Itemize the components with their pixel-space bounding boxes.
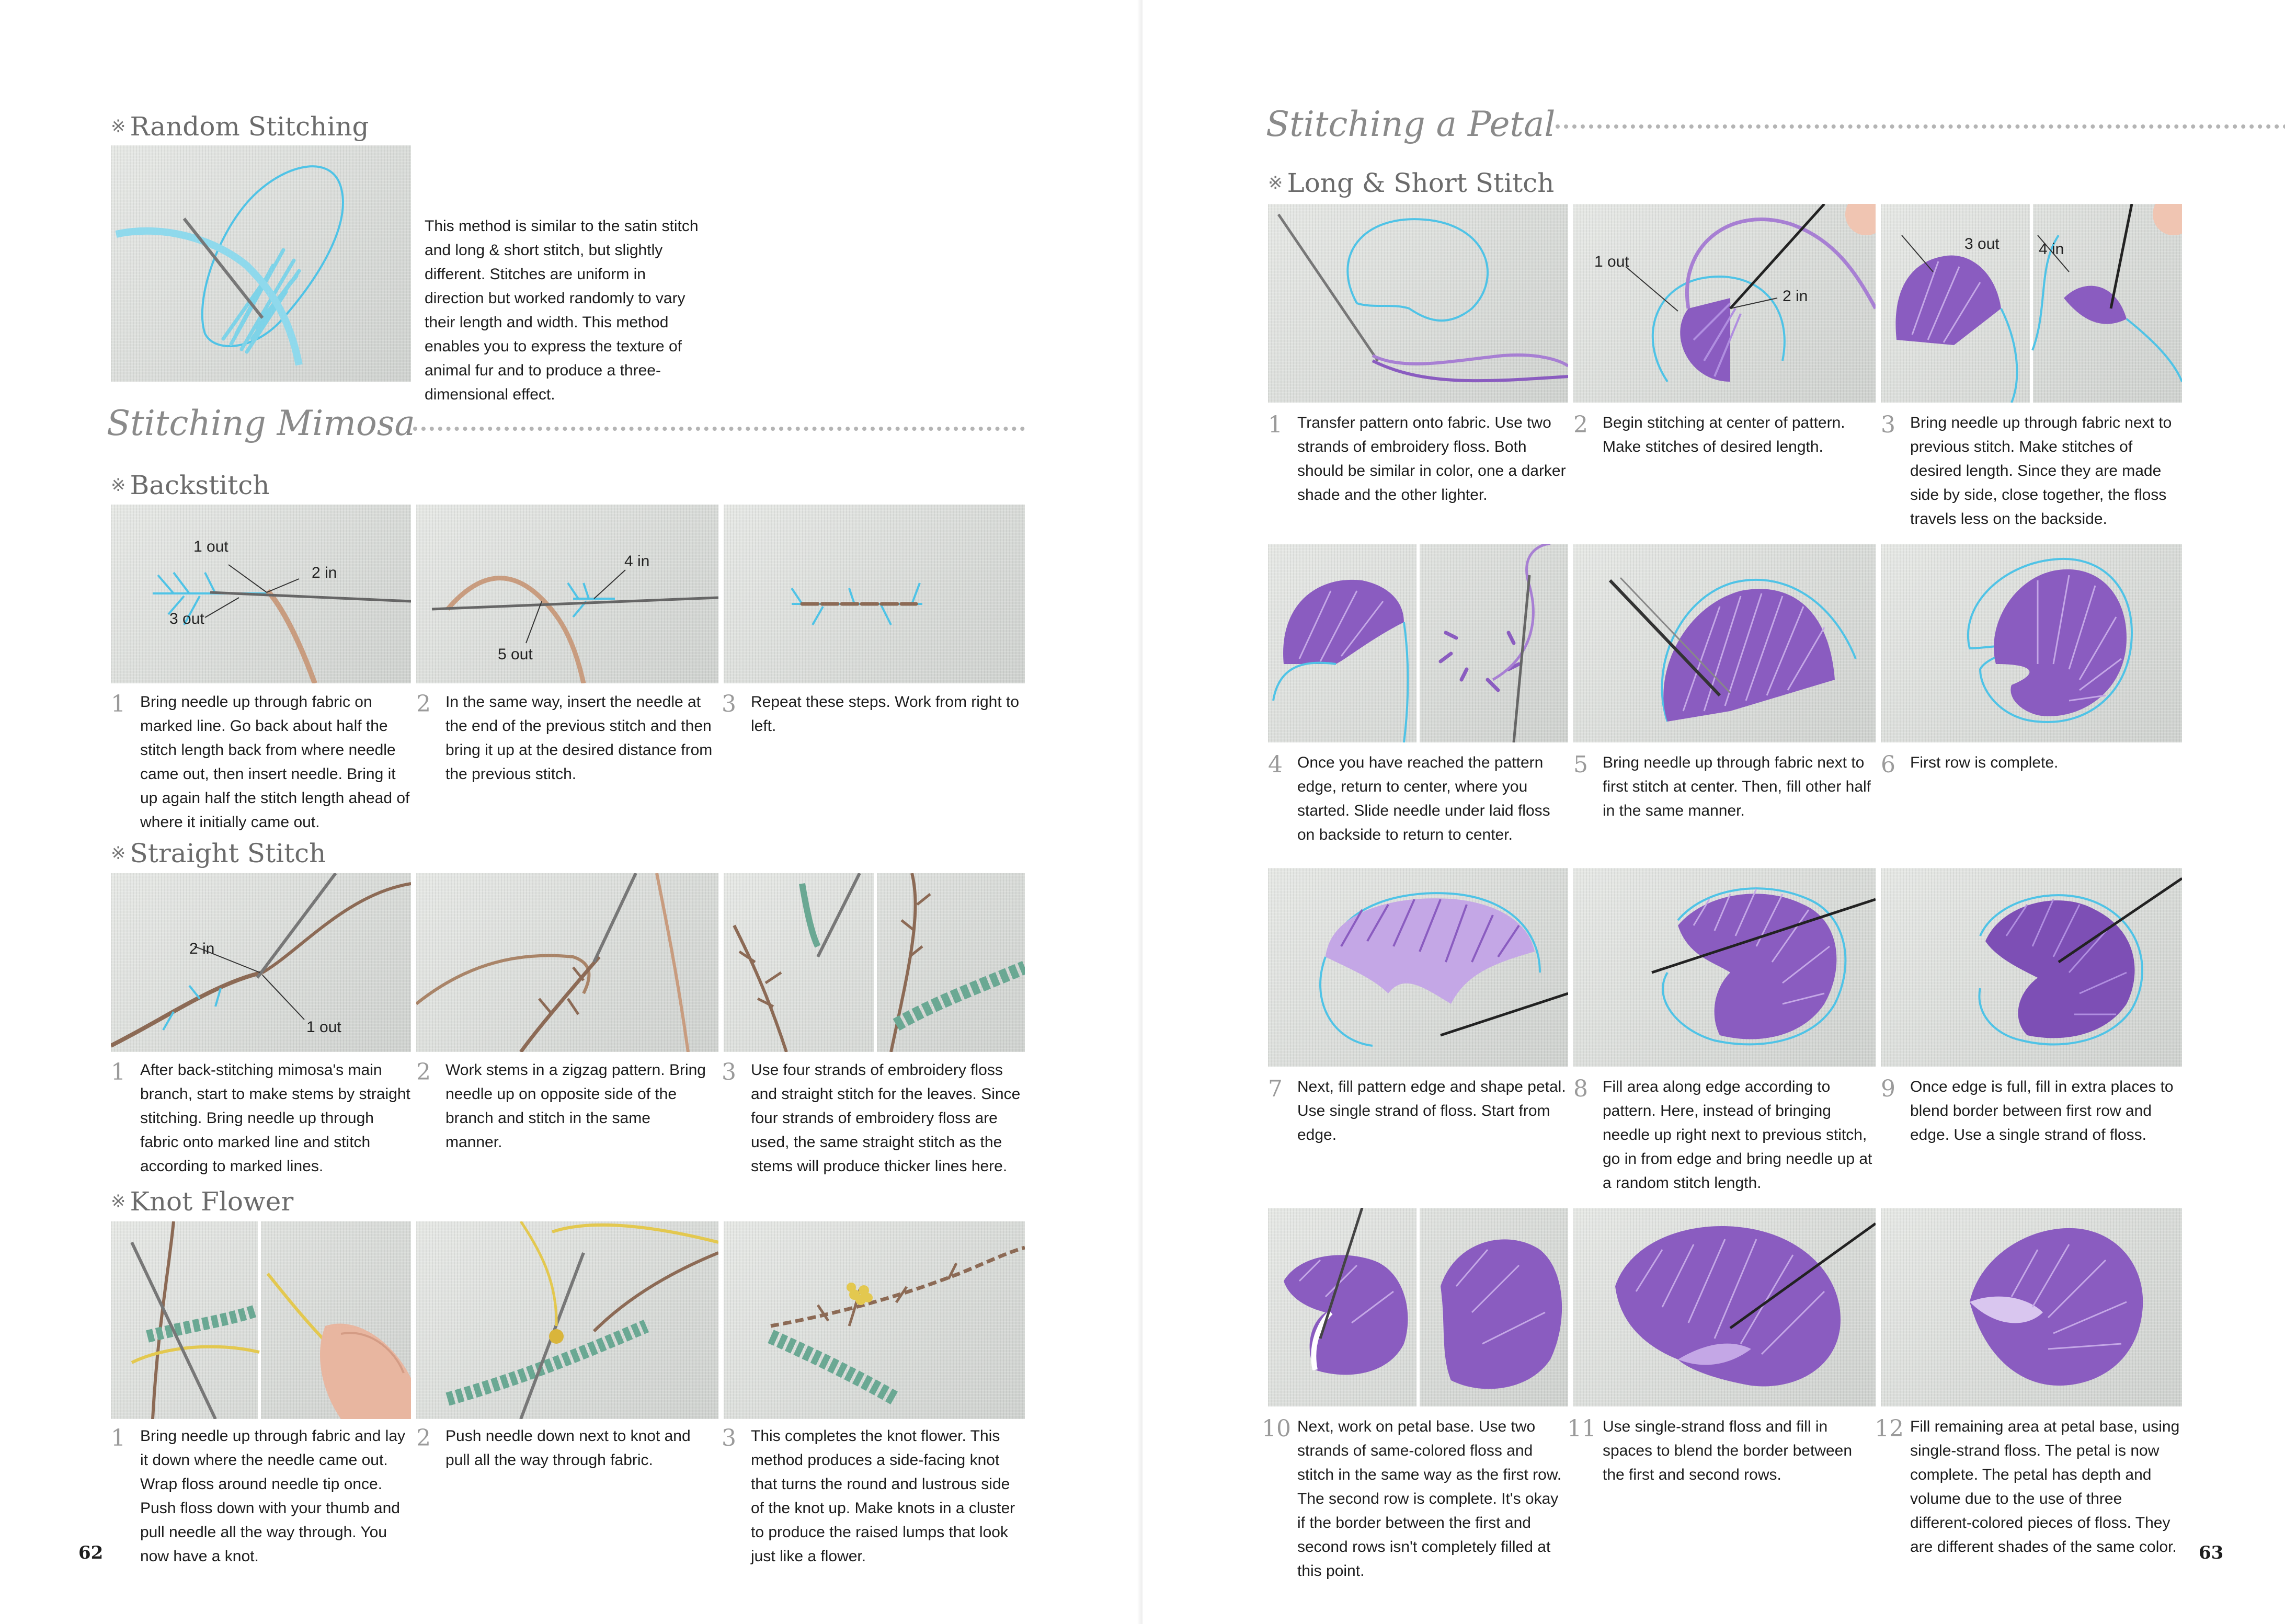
- knot-flower-photo-2: [416, 1221, 718, 1419]
- step-number: 7: [1268, 1076, 1283, 1102]
- snowflake-bullet-icon: ※: [111, 116, 126, 137]
- right-page: [1142, 0, 2285, 1624]
- step-text: Once you have reached the pattern edge, return to center, where you started. Slide needle under laid floss on backside to return to center.: [1297, 754, 1550, 843]
- step-text: Repeat these steps. Work from right to left.: [751, 693, 1020, 735]
- straight-stitch-photo-3: [724, 873, 1025, 1052]
- stitching-mimosa-title: Stitching Mimosa: [107, 403, 415, 443]
- step-text: Fill area along edge according to pattern. Here, instead of bringing needle up right next to previous stitch, go in from edge and bring needle up at a random stitch length.: [1603, 1078, 1872, 1192]
- step-number: 1: [111, 691, 125, 717]
- stitching-a-petal-title: Stitching a Petal: [1266, 104, 1556, 144]
- dotted-rule: [413, 427, 1025, 431]
- long-short-stitch-heading: [1268, 167, 1554, 199]
- step-text: Transfer pattern onto fabric. Use two strands of embroidery floss. Both should be similar in color, one a darker shade and the other lighter.: [1297, 414, 1566, 504]
- knot-flower-heading: [111, 1186, 293, 1217]
- snowflake-bullet-icon: ※: [111, 475, 126, 496]
- step-number: 3: [722, 691, 736, 717]
- backstitch-photo-3: [724, 505, 1025, 683]
- step-number: 6: [1881, 751, 1895, 778]
- step-text: After back-stitching mimosa's main branch, start to make stems by straight stitching. Bring needle up through fabric onto marked line and stitch according to marked lines.: [140, 1061, 410, 1175]
- step-text: Bring needle up through fabric on marked line. Go back about half the stitch length back from where needle came out, then insert needle. Bring it up again half the stitch length ahead of where it initially came out.: [140, 693, 410, 831]
- petal-photo-5: [1573, 544, 1876, 742]
- step-text: Push needle down next to knot and pull all the way through fabric.: [445, 1427, 691, 1469]
- random-stitching-title: Random Stitching: [130, 111, 369, 142]
- step-number: 2: [416, 1425, 431, 1451]
- step-text: Next, work on petal base. Use two strands of same-colored floss and stitch in the same way as the first row. The second row is complete. It's okay if the border between the first and second rows isn't completely filled at this point.: [1297, 1418, 1562, 1580]
- label-2-in: 2 in: [189, 940, 215, 957]
- step-number: 9: [1881, 1076, 1895, 1102]
- label-2-in: 2 in: [312, 564, 337, 581]
- left-page: [0, 0, 1142, 1624]
- petal-photo-9: [1881, 868, 2182, 1067]
- petal-photo-1: [1268, 204, 1568, 403]
- label-4-in: 4 in: [624, 553, 650, 570]
- label-5-out: 5 out: [498, 646, 533, 663]
- step-number: 4: [1268, 751, 1283, 778]
- step-text: Once edge is full, fill in extra places to blend border between first row and edge. Use a single strand of floss.: [1910, 1078, 2174, 1143]
- petal-photo-6: [1881, 544, 2182, 742]
- step-number: 10: [1262, 1415, 1291, 1442]
- step-number: 11: [1567, 1415, 1596, 1442]
- step-text: In the same way, insert the needle at the end of the previous stitch and then bring it up at the desired distance from the previous stitch.: [445, 693, 713, 783]
- step-number: 1: [1268, 411, 1283, 438]
- label-3-out: 3 out: [169, 610, 204, 627]
- step-number: 2: [416, 691, 431, 717]
- step-number: 5: [1573, 751, 1588, 778]
- backstitch-heading: [111, 470, 269, 501]
- straight-stitch-title: Straight Stitch: [130, 838, 326, 868]
- step-text: Bring needle up through fabric next to first stitch at center. Then, fill other half in the same manner.: [1603, 754, 1871, 819]
- step-number: 3: [722, 1059, 736, 1085]
- step-text: This completes the knot flower. This method produces a side-facing knot that turns the round and lustrous side of the knot up. Make knots in a cluster to produce the raised lumps that look just like a flower.: [751, 1427, 1015, 1565]
- step-number: 1: [111, 1059, 125, 1085]
- petal-photo-7: [1268, 868, 1568, 1067]
- petal-photo-11: [1573, 1208, 1876, 1406]
- straight-stitch-heading: [111, 838, 326, 869]
- knot-flower-title: Knot Flower: [130, 1186, 294, 1217]
- petal-photo-12: [1881, 1208, 2182, 1406]
- straight-stitch-photo-2: [416, 873, 718, 1052]
- step-text: Fill remaining area at petal base, using single-strand floss. The petal is now complete. The petal has depth and volume due to the use of three different-colored pieces of floss. They are different shades of the same color.: [1910, 1418, 2180, 1556]
- step-number: 3: [1881, 411, 1895, 438]
- random-stitching-heading: [111, 111, 369, 142]
- label-4-in: 4 in: [2039, 241, 2064, 258]
- petal-photo-3: [1881, 204, 2182, 403]
- knot-flower-photo-3: [724, 1221, 1025, 1419]
- step-number: 3: [722, 1425, 736, 1451]
- step-text: Work stems in a zigzag pattern. Bring needle up on opposite side of the branch and stitch in the same manner.: [445, 1061, 706, 1151]
- long-short-stitch-title: Long & Short Stitch: [1287, 168, 1555, 198]
- petal-photo-10: [1268, 1208, 1568, 1406]
- page-number-right: 63: [2199, 1542, 2224, 1563]
- step-text: Bring needle up through fabric and lay it down where the needle came out. Wrap floss around needle tip once. Push floss down with your thumb and pull needle all the way through. You now have a knot.: [140, 1427, 406, 1565]
- step-number: 8: [1573, 1076, 1588, 1102]
- petal-photo-2: [1573, 204, 1876, 403]
- label-1-out: 1 out: [193, 538, 229, 555]
- dotted-rule: [1556, 124, 2285, 129]
- snowflake-bullet-icon: ※: [111, 1191, 126, 1212]
- random-stitching-photo: [111, 145, 411, 382]
- step-number: 2: [416, 1059, 431, 1085]
- snowflake-bullet-icon: ※: [111, 843, 126, 864]
- label-1-out: 1 out: [306, 1019, 341, 1036]
- petal-photo-8: [1573, 868, 1876, 1067]
- step-number: 12: [1875, 1415, 1904, 1442]
- backstitch-title: Backstitch: [130, 470, 270, 500]
- backstitch-photo-1: [111, 505, 411, 683]
- label-3-out: 3 out: [1964, 235, 2000, 253]
- snowflake-bullet-icon: ※: [1268, 173, 1283, 193]
- knot-flower-photo-1: [111, 1221, 411, 1419]
- step-text: First row is complete.: [1910, 754, 2059, 771]
- random-stitching-text: This method is similar to the satin stitch and long & short stitch, but slightly different. Stitches are uniform in direction but worked randomly to vary their length and width. This method enables you to express the texture of animal fur and to produce a three-dimensional effect.: [425, 218, 699, 403]
- step-number: 1: [111, 1425, 125, 1451]
- page-number-left: 62: [78, 1542, 104, 1563]
- step-number: 2: [1573, 411, 1588, 438]
- step-text: Next, fill pattern edge and shape petal. Use single strand of floss. Start from edge.: [1297, 1078, 1566, 1143]
- step-text: Use single-strand floss and fill in spaces to blend the border between the first and second rows.: [1603, 1418, 1852, 1483]
- petal-photo-4: [1268, 544, 1568, 742]
- step-text: Bring needle up through fabric next to previous stitch. Make stitches of desired length. Since they are made side by side, close together, the floss travels less on the backside.: [1910, 414, 2172, 528]
- label-1-out: 1 out: [1594, 253, 1629, 270]
- step-text: Use four strands of embroidery floss and straight stitch for the leaves. Since four strands of embroidery floss are used, the same straight stitch as the stems will produce thicker lines here.: [751, 1061, 1021, 1175]
- backstitch-photo-2: [416, 505, 718, 683]
- straight-stitch-photo-1: [111, 873, 411, 1052]
- label-2-in: 2 in: [1783, 288, 1808, 305]
- step-text: Begin stitching at center of pattern. Make stitches of desired length.: [1603, 414, 1845, 455]
